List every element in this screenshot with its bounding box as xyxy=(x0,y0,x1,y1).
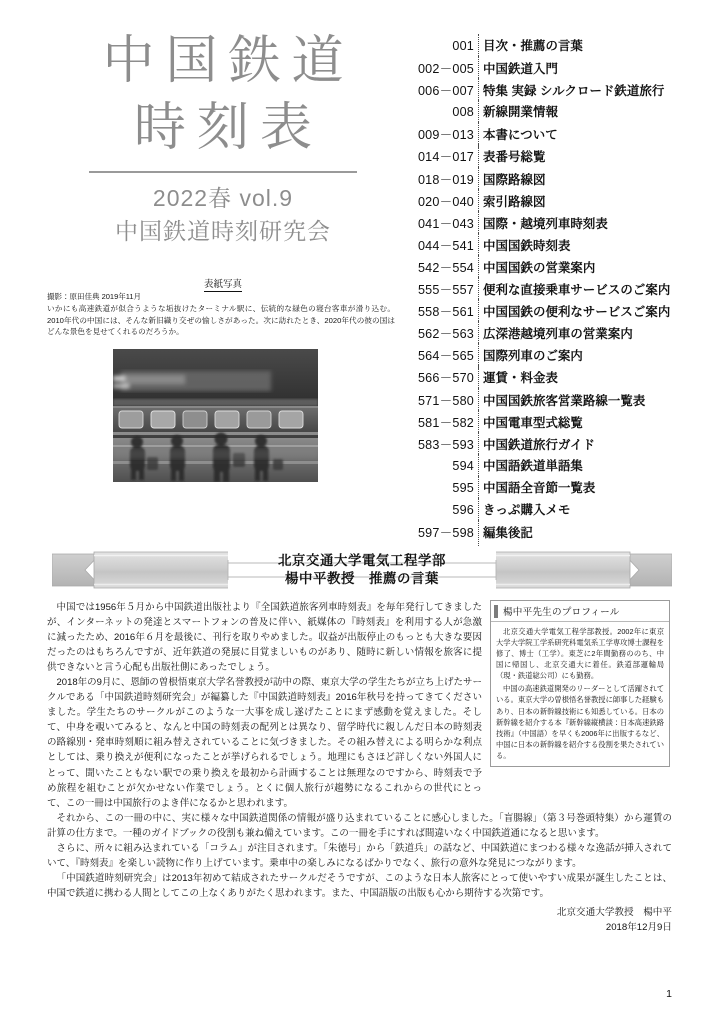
toc-pages: 018－019 xyxy=(417,172,474,187)
toc-title: 便利な直接乗車サービスのご案内 xyxy=(483,283,671,298)
toc-dotted-separator xyxy=(474,235,483,257)
toc-title: 中国国鉄の便利なサービスご案内 xyxy=(483,305,671,320)
recommendation-body xyxy=(47,600,672,901)
toc-title: 国際列車のご案内 xyxy=(483,349,583,364)
signature-block xyxy=(557,906,672,936)
cover-edition: 2022春 vol.9 xyxy=(152,185,294,212)
toc-dotted-separator xyxy=(474,102,483,124)
toc-dotted-separator xyxy=(474,434,483,456)
cover-photo-credit: 撮影：原田佳典 2019年11月 xyxy=(47,292,142,301)
toc-pages: 014－017 xyxy=(417,150,474,165)
toc-dotted-separator xyxy=(474,80,483,102)
toc-title: 中国鉄道旅行ガイド xyxy=(483,437,596,452)
profile-text-wrap-spacer xyxy=(482,600,672,810)
toc-title: 索引路線図 xyxy=(483,194,546,209)
toc-dotted-separator xyxy=(474,36,483,58)
toc-dotted-separator xyxy=(474,522,483,544)
toc-dotted-separator xyxy=(474,58,483,80)
toc-row[interactable] xyxy=(404,169,704,191)
toc-title: 中国国鉄旅客営業路線一覧表 xyxy=(483,393,646,408)
toc-dotted-separator xyxy=(474,367,483,389)
toc-title: 特集 実録 シルクロード鉄道旅行 xyxy=(483,84,665,99)
toc-dotted-separator xyxy=(474,456,483,478)
toc-row[interactable] xyxy=(404,58,704,80)
toc-dotted-separator xyxy=(474,478,483,500)
toc-pages: 006－007 xyxy=(417,84,474,99)
recommendation-paragraph: 2018年の9月に、恩師の曽根悟東京大学名誉教授が訪中の際、東京大学の学生たちが立ち上げたサークルである「中国鉄道時刻研究会」が編纂した『中国鉄道時刻表』2016年秋号を持ってきてくださいました。学生たちのサークルがこのような一大事を成し遂げたことにまず感動を覚えました。そして、中身を覗いてみると、なんと中国の時刻表の配列とは異なり、留学時代に親しんだ日本の時刻表の路線別・発車時刻順に組み替えされていることに気づきました。その組み替えによる明らかな利点としては、乗り換えが便利になったことが挙げられるでしょう。地理にもさほど詳しくない外国人にとって、聞いたこともない駅での乗り換えを最初から計画することは無理なのですから、時刻表で予め旅程を組むことが欠かせない作業でしょう。とくに個人旅行が趨勢になるこれからの世代にとって、この一冊は中国旅行のよき伴になるかと思われます。 xyxy=(47,677,482,809)
toc-row[interactable] xyxy=(404,500,704,522)
cover-photo xyxy=(113,349,318,482)
toc-row[interactable] xyxy=(404,301,704,323)
toc-dotted-separator xyxy=(474,257,483,279)
toc-row[interactable] xyxy=(404,146,704,168)
toc-dotted-separator xyxy=(474,146,483,168)
toc-pages: 009－013 xyxy=(417,128,474,143)
toc-dotted-separator xyxy=(474,345,483,367)
toc-dotted-separator xyxy=(474,301,483,323)
toc-row[interactable] xyxy=(404,478,704,500)
table-of-contents xyxy=(404,36,704,544)
toc-pages: 562－563 xyxy=(417,327,474,342)
cover-photo-image xyxy=(113,349,318,482)
toc-pages: 041－043 xyxy=(417,216,474,231)
recommendation-paragraph: さらに、所々に組み込まれている「コラム」が注目されます。「朱徳号」から「鉄道兵」の話など、中国鉄道にまつわる様々な逸話が挿入されていて、『時刻表』を楽しい読物に作り上げています。乗車中の楽しみになるばかりでなく、旅行の意外な発見につながります。 xyxy=(47,842,672,869)
profile-paragraph: 北京交通大学電気工程学部教授。2002年に東京大学大学院工学系研究科電気系工学専攻博士課程を修了、博士（工学）。東芝に2年間勤務ののち、中国に帰国し、北京交通大に着任。鉄道部運輸局（現・鉄道総公司）にも勤務。 xyxy=(496,627,664,681)
toc-row[interactable] xyxy=(404,36,704,58)
toc-title: 表番号総覧 xyxy=(483,150,546,165)
toc-row[interactable] xyxy=(404,390,704,412)
toc-pages: 020－040 xyxy=(417,194,474,209)
toc-pages: 555－557 xyxy=(417,283,474,298)
toc-pages: 571－580 xyxy=(417,393,474,408)
toc-row[interactable] xyxy=(404,213,704,235)
toc-title: 中国国鉄の営業案内 xyxy=(483,260,596,275)
toc-pages: 594 xyxy=(452,458,474,473)
toc-title: 中国鉄道入門 xyxy=(483,62,558,77)
recommendation-banner-text xyxy=(52,546,672,594)
toc-pages: 008 xyxy=(452,105,474,120)
toc-row[interactable] xyxy=(404,522,704,544)
toc-pages: 564－565 xyxy=(417,349,474,364)
toc-dotted-separator xyxy=(474,191,483,213)
toc-dotted-separator xyxy=(474,323,483,345)
toc-title: きっぷ購入メモ xyxy=(483,502,571,517)
toc-row[interactable] xyxy=(404,456,704,478)
signature-name: 北京交通大学教授 楊中平 xyxy=(556,907,672,918)
toc-dotted-separator xyxy=(474,124,483,146)
toc-dotted-separator xyxy=(474,390,483,412)
toc-row[interactable] xyxy=(404,412,704,434)
toc-pages: 583－593 xyxy=(417,437,474,452)
toc-pages: 596 xyxy=(452,502,474,517)
profile-paragraph: 中国の高速鉄道開発のリーダーとして活躍されている。東京大学の曽根悟名誉教授に師事した経験もあり、日本の新幹線技術にも知悉している。日本の新幹線を紹介する本『新幹線縦横談：日本高速鉄路技術』（中国語）を早くも2006年に出版するなど、中国に日本の新幹線を紹介する役割を果たされている。 xyxy=(496,684,664,760)
toc-row[interactable] xyxy=(404,191,704,213)
toc-title: 中国語全音節一覧表 xyxy=(483,480,596,495)
toc-row[interactable] xyxy=(404,257,704,279)
toc-pages: 044－541 xyxy=(417,238,474,253)
toc-title: 新線開業情報 xyxy=(483,105,558,120)
signature-date: 2018年12月9日 xyxy=(605,921,672,933)
page-number: 1 xyxy=(666,988,672,1000)
toc-row[interactable] xyxy=(404,367,704,389)
toc-dotted-separator xyxy=(474,279,483,301)
toc-title: 本書について xyxy=(483,128,558,143)
toc-row[interactable] xyxy=(404,345,704,367)
toc-pages: 558－561 xyxy=(417,305,474,320)
toc-title: 運賃・料金表 xyxy=(483,371,558,386)
cover-photo-caption-heading-text: 表紙写真 xyxy=(203,279,242,290)
toc-row[interactable] xyxy=(404,434,704,456)
toc-title: 目次・推薦の言葉 xyxy=(483,39,583,53)
toc-dotted-separator xyxy=(474,500,483,522)
toc-pages: 597－598 xyxy=(417,526,474,541)
toc-pages: 566－570 xyxy=(417,371,474,386)
cover-photo-caption-heading xyxy=(58,276,388,290)
toc-title: 中国語鉄道単語集 xyxy=(483,458,583,473)
toc-row[interactable] xyxy=(404,124,704,146)
cover-publisher: 中国鉄道時刻研究会 xyxy=(115,218,331,245)
toc-row[interactable] xyxy=(404,102,704,124)
toc-title: 国際・越境列車時刻表 xyxy=(483,216,608,231)
toc-pages: 542－554 xyxy=(417,260,474,275)
toc-row[interactable] xyxy=(404,279,704,301)
toc-pages: 595 xyxy=(452,480,474,495)
banner-line-1: 北京交通大学電気工程学部 xyxy=(278,553,446,569)
recommendation-paragraph: 「中国鉄道時刻研究会」は2013年初めて結成されたサークルだそうですが、このような日本人旅客にとって使いやすい成果が誕生したことは、中国で鉄道に携わる人間としてこの上なくありがたく思われます。また、中国語版の出版も心から期待する次第です。 xyxy=(47,872,672,899)
toc-pages: 002－005 xyxy=(417,62,474,77)
cover-divider xyxy=(89,171,357,173)
recommendation-paragraph: 中国では1956年５月から中国鉄道出版社より『全国鉄道旅客列車時刻表』を毎年発行してきましたが、インターネットの発達とスマートフォンの普及に伴い、紙媒体の『時刻表』を利用する人が急激に減ったため、2016年６月を最後に、刊行を取りやめました。収益が出版停止のもっとも大きな要因だったのはもちろんですが、近年鉄道の発展に目覚ましいものがあり、随時に新しい情報を旅客に提供できないと言う心配も出版社側にあったでしょう。 xyxy=(47,602,482,674)
toc-row[interactable] xyxy=(404,235,704,257)
cover-title-line-2: 時刻表 xyxy=(133,98,323,157)
toc-title: 国際路線図 xyxy=(483,172,546,187)
cover-title-line-1: 中国鉄道 xyxy=(102,32,355,90)
toc-pages: 001 xyxy=(452,39,474,53)
cover-title-block xyxy=(58,28,388,249)
recommendation-paragraph: それから、この一冊の中に、実に様々な中国鉄道関係の情報が盛り込まれていることに感心しました。「盲腸線」（第３号巻頭特集）から運賃の計算の仕方まで。一種のガイドブックの役割も兼ね備えています。この一冊を手にすれば間違いなく中国鉄道通になると思います。 xyxy=(47,812,672,839)
toc-dotted-separator xyxy=(474,169,483,191)
toc-title: 中国国鉄時刻表 xyxy=(483,238,571,253)
toc-dotted-separator xyxy=(474,412,483,434)
toc-row[interactable] xyxy=(404,323,704,345)
toc-row[interactable] xyxy=(404,80,704,102)
toc-title: 広深港越境列車の営業案内 xyxy=(483,327,633,342)
profile-title: 楊中平先生のプロフィール xyxy=(503,607,620,618)
toc-pages: 581－582 xyxy=(417,415,474,430)
toc-title: 編集後記 xyxy=(483,526,533,541)
banner-line-2: 楊中平教授 推薦の言葉 xyxy=(285,571,439,586)
toc-dotted-separator xyxy=(474,213,483,235)
cover-photo-description: いかにも高速鉄道が似合うような垢抜けたターミナル駅に、伝統的な緑色の寝台客車が滑り込む。2010年代の中国には、そんな新旧織り交ぜの愉しさがあった。次に訪れたとき、2020年代の彼の国はどんな景色を見せてくれるのだろうか。 xyxy=(47,304,395,337)
toc-title: 中国電車型式総覧 xyxy=(483,415,583,430)
recommendation-banner xyxy=(52,546,672,594)
